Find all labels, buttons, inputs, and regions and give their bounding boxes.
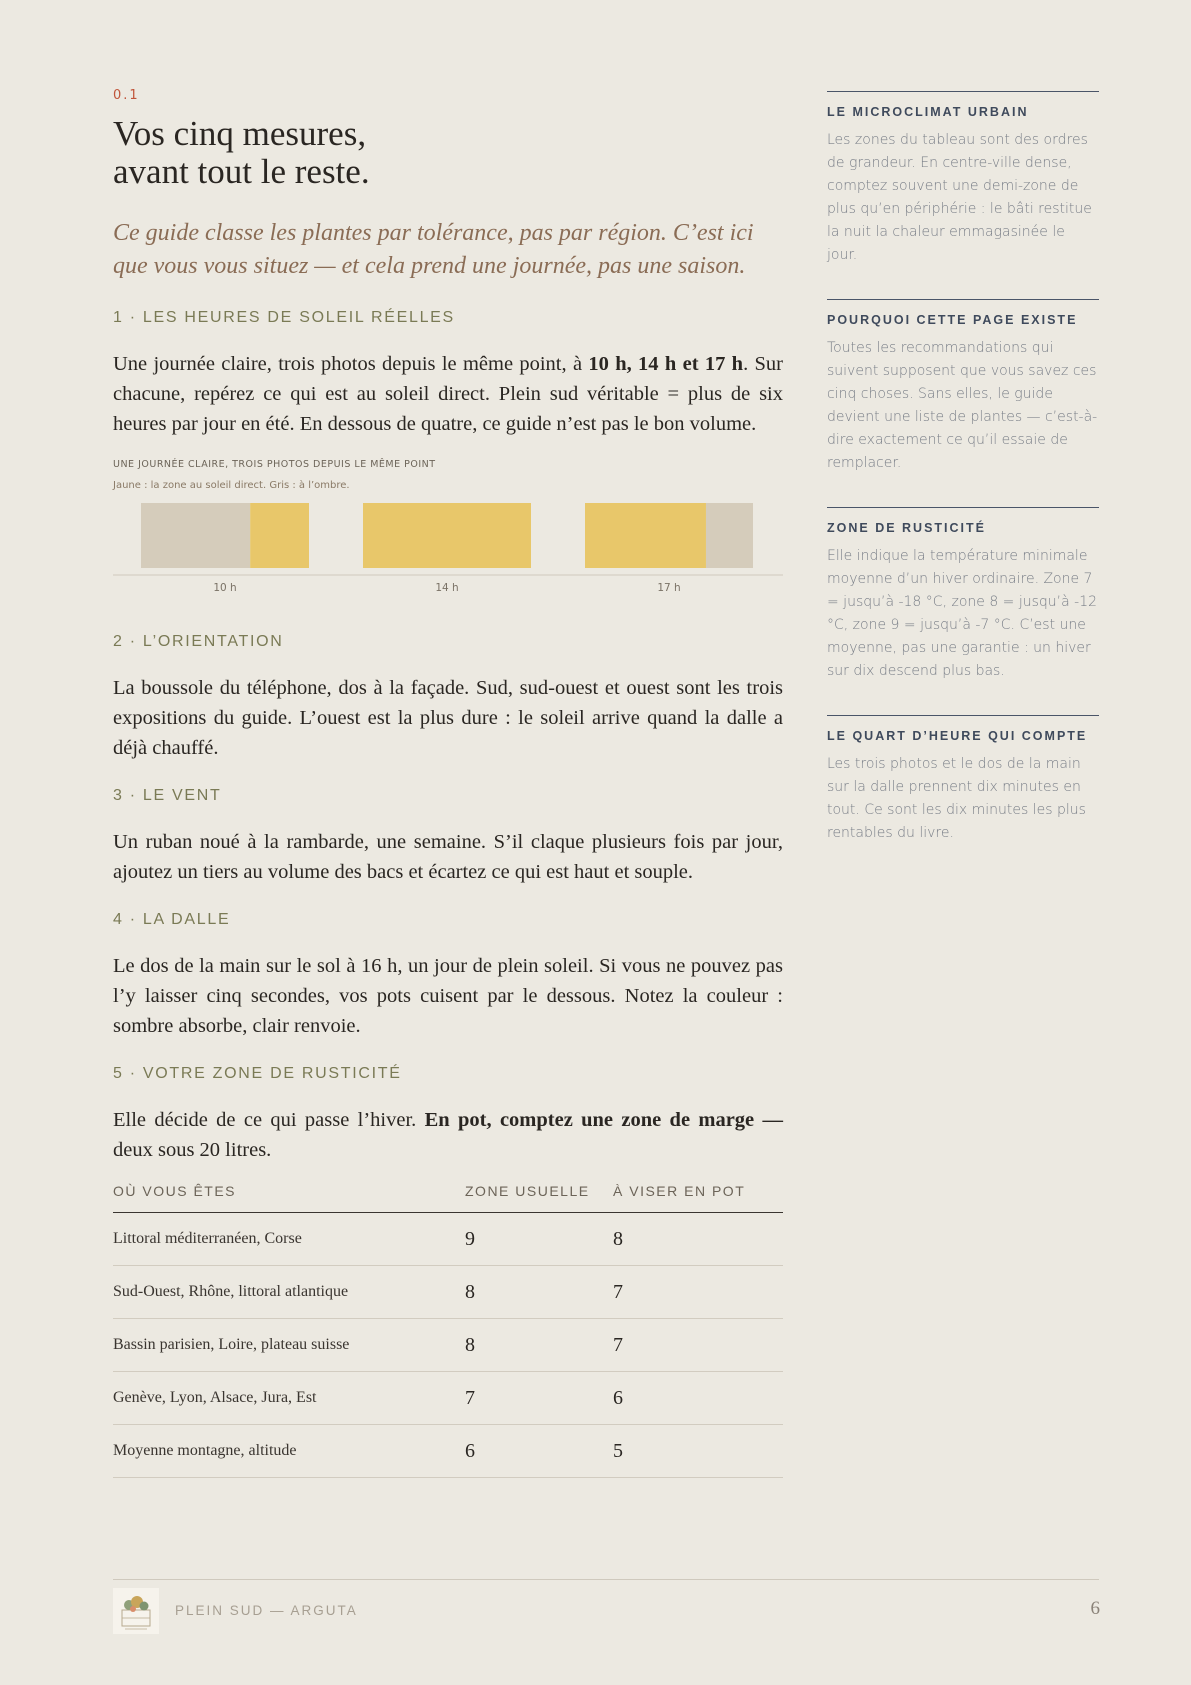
table-row <box>113 1372 783 1425</box>
title-line-1: Vos cinq mesures, <box>113 114 367 153</box>
shade-bar <box>706 503 753 568</box>
note-heading: POURQUOI CETTE PAGE EXISTE <box>827 313 1078 327</box>
cell-usual-zone: 6 <box>465 1425 613 1478</box>
note-text: Les trois photos et le dos de la main sur la dalle prennent dix minutes en tout. Ce sont les dix minutes les plus rentables du livre. <box>827 756 1086 841</box>
column-header-pot-zone: À VISER EN POT <box>613 1183 783 1213</box>
cell-pot-zone: 7 <box>613 1319 783 1372</box>
cell-usual-zone: 8 <box>465 1266 613 1319</box>
note-heading: LE QUART D’HEURE QUI COMPTE <box>827 729 1088 743</box>
cell-pot-zone: 7 <box>613 1266 783 1319</box>
sidebar-note-purpose <box>827 299 1099 475</box>
sidebar-note-hardiness <box>827 507 1099 683</box>
cell-usual-zone: 9 <box>465 1213 613 1266</box>
table-header-row <box>113 1183 783 1213</box>
section-heading-hardiness: 5 · VOTRE ZONE DE RUSTICITÉ <box>113 1065 402 1082</box>
note-text: Toutes les recommandations qui suivent supposent que vous savez ces cinq choses. Sans elles, le guide devient une liste de plantes — c’est-à-dire exactement ce qu’il essaie de remplacer. <box>827 340 1098 471</box>
time-label: 10 h <box>213 582 237 594</box>
cell-location: Bassin parisien, Loire, plateau suisse <box>113 1319 465 1372</box>
footer-divider <box>113 1579 1099 1580</box>
title-line-2: avant tout le reste. <box>113 152 370 191</box>
section-text-slab: Le dos de la main sur le sol à 16 h, un jour de plein soleil. Si vous ne pouvez pas l’y laisser cinq secondes, vos pots cuisent par le dessous. Notez la couleur : sombre absorbe, clair renvoie. <box>113 955 783 1037</box>
cell-usual-zone: 7 <box>465 1372 613 1425</box>
note-heading: LE MICROCLIMAT URBAIN <box>827 105 1029 119</box>
figure-legend: Jaune : la zone au soleil direct. Gris : à l’ombre. <box>113 480 350 491</box>
figure-caption: UNE JOURNÉE CLAIRE, TROIS PHOTOS DEPUIS LE MÊME POINT <box>113 459 436 470</box>
cell-location: Littoral méditerranéen, Corse <box>113 1213 465 1266</box>
sun-bar <box>363 503 531 568</box>
sun-figure <box>113 459 783 595</box>
footer-brand: PLEIN SUD — ARGUTA <box>175 1603 358 1618</box>
hardiness-table <box>113 1183 783 1478</box>
note-text: Les zones du tableau sont des ordres de grandeur. En centre-ville dense, comptez souvent une demi-zone de plus qu’en périphérie : le bâti restitue la nuit la chaleur emmagasinée le jour. <box>827 132 1092 263</box>
shade-bar <box>141 503 250 568</box>
cell-location: Genève, Lyon, Alsace, Jura, Est <box>113 1372 465 1425</box>
section-text-sun-hours <box>113 349 783 439</box>
table-row <box>113 1425 783 1478</box>
cell-location: Sud-Ouest, Rhône, littoral atlantique <box>113 1266 465 1319</box>
section-text-hardiness <box>113 1105 783 1165</box>
text-bold: 10 h, 14 h et 17 h <box>588 353 744 375</box>
section-heading-wind: 3 · LE VENT <box>113 787 222 804</box>
section-text-orientation: La boussole du téléphone, dos à la façade. Sud, sud-ouest et ouest sont les trois expositions du guide. L’ouest est la plus dure : le soleil arrive quand la dalle a déjà chauffé. <box>113 677 783 759</box>
time-label: 17 h <box>657 582 681 594</box>
balcony-plants-logo-icon <box>113 1588 159 1634</box>
sun-bar <box>585 503 706 568</box>
column-header-usual-zone: ZONE USUELLE <box>465 1183 613 1213</box>
cell-pot-zone: 8 <box>613 1213 783 1266</box>
sidebar-note-quarter-hour <box>827 715 1099 845</box>
sidebar <box>827 91 1099 877</box>
text-part: deux sous 20 litres. <box>113 1139 272 1161</box>
note-text: Elle indique la température minimale moyenne d’un hiver ordinaire. Zone 7 = jusqu’à -18 °C, zone 8 = jusqu’à -12 °C, zone 9 = jusqu’à -7 °C. C’est une moyenne, pas une garantie : un hiver sur dix descend plus bas. <box>827 548 1098 679</box>
section-number: 0.1 <box>113 88 140 103</box>
table-row <box>113 1213 783 1266</box>
column-header-location: OÙ VOUS ÊTES <box>113 1183 465 1213</box>
text-part: . Sur chacune, repérez ce qui est au soleil direct. Plein sud véritable = plus de six heures par jour en été. En dessous de quatre, ce guide n’est pas le bon volume. <box>113 353 783 435</box>
text-bold: En pot, comptez une zone de marge — <box>424 1109 783 1131</box>
section-heading-orientation: 2 · L’ORIENTATION <box>113 633 284 650</box>
sidebar-note-microclimate <box>827 91 1099 267</box>
sun-chart <box>113 497 783 595</box>
note-heading: ZONE DE RUSTICITÉ <box>827 521 987 535</box>
cell-pot-zone: 5 <box>613 1425 783 1478</box>
time-label: 14 h <box>435 582 459 594</box>
page-number: 6 <box>1090 1598 1100 1619</box>
cell-pot-zone: 6 <box>613 1372 783 1425</box>
cell-usual-zone: 8 <box>465 1319 613 1372</box>
table-row <box>113 1319 783 1372</box>
page-title <box>113 115 783 191</box>
section-text-wind: Un ruban noué à la rambarde, une semaine. S’il claque plusieurs fois par jour, ajoutez un tiers au volume des bacs et écartez ce qui est haut et souple. <box>113 831 783 883</box>
cell-location: Moyenne montagne, altitude <box>113 1425 465 1478</box>
section-heading-sun-hours: 1 · LES HEURES DE SOLEIL RÉELLES <box>113 309 455 326</box>
section-heading-slab: 4 · LA DALLE <box>113 911 231 928</box>
text-part: Une journée claire, trois photos depuis le même point, à <box>113 353 589 375</box>
table-row <box>113 1266 783 1319</box>
text-part: Elle décide de ce qui passe l’hiver. <box>113 1109 425 1131</box>
sun-bar <box>250 503 309 568</box>
lead-paragraph: Ce guide classe les plantes par tolérance, pas par région. C’est ici que vous vous situez — et cela prend une journée, pas une saison. <box>113 220 754 279</box>
main-column <box>113 88 783 1478</box>
